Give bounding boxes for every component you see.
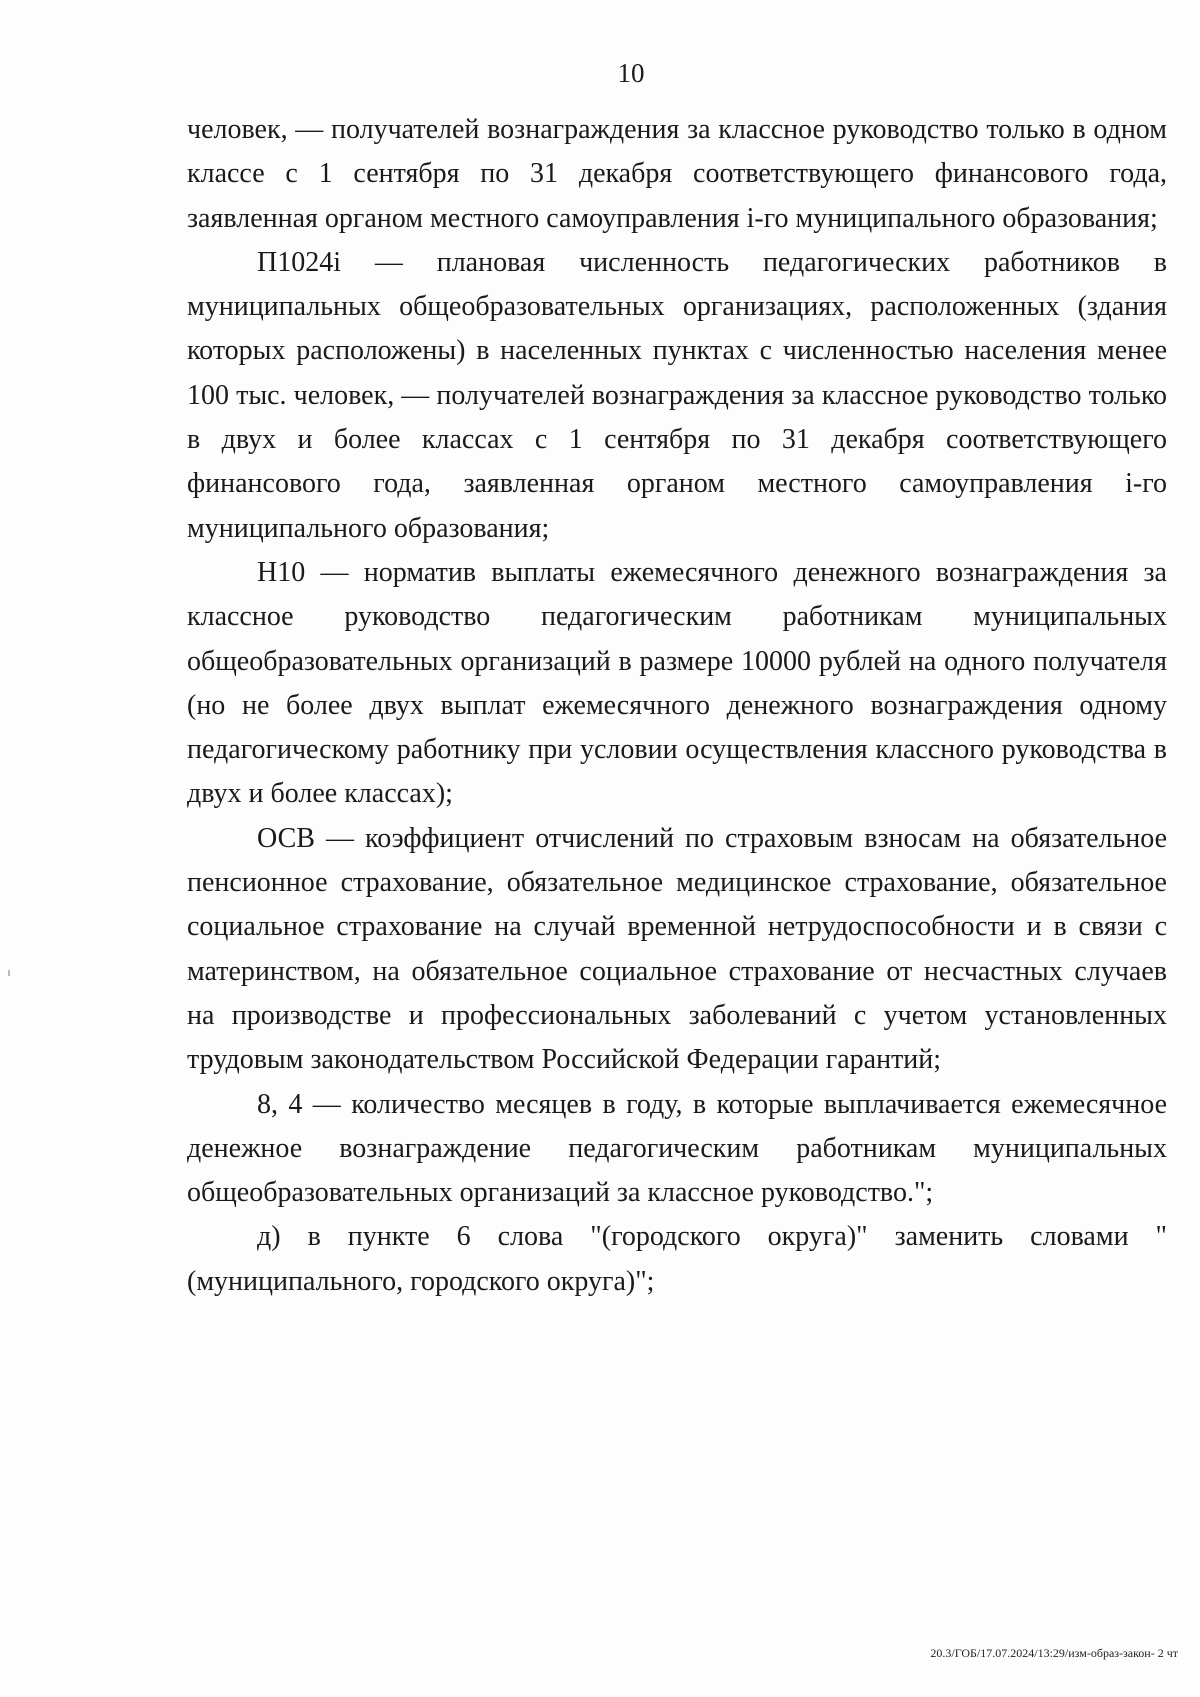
- paragraph-n10: Н10 — норматив выплаты ежемесячного денежного вознаграждения за классное руководство педагогическим работникам муниципальных общеобразовательных организаций в размере 10000 рублей на одного получателя (но не более двух выплат ежемесячного денежного вознаграждения одному педагогическому работнику при условии осуществления классного руководства в двух и более классах);: [187, 556, 1167, 810]
- scan-speck: [8, 970, 10, 976]
- paragraph-item-d: д) в пункте 6 слова "(городского округа)" заменить словами "(муниципального, городского округа)";: [187, 1221, 1167, 1297]
- document-footer-code: 20.3/ГОБ/17.07.2024/13:29/изм-образ-закон- 2 чт: [930, 1646, 1178, 1660]
- paragraph-osv: ОСВ — коэффициент отчислений по страховым взносам на обязательное пенсионное страхование, обязательное медицинское страхование, обязательное социальное страхование на случай временной нетрудоспособности и в связи с материнством, на обязательное социальное страхование от несчастных случаев на производстве и профессиональных заболеваний с учетом установленных трудовым законодательством Российской Федерации гарантий;: [187, 822, 1167, 1076]
- paragraph-recipients-one-class: человек, — получателей вознаграждения за классное руководство только в одном классе с 1 сентября по 31 декабря соответствующего финансового года, заявленная органом местного самоуправления i-го муниципального образования;: [187, 114, 1167, 234]
- paragraph-p1024: П1024i — плановая численность педагогических работников в муниципальных общеобразовательных организациях, расположенных (здания которых расположены) в населенных пунктах с численностью населения менее 100 тыс. человек, — получателей вознаграждения за классное руководство только в двух и более классах с 1 сентября по 31 декабря соответствующего финансового года, заявленная органом местного самоуправления i-го муниципального образования;: [187, 246, 1167, 544]
- paragraph-months: 8, 4 — количество месяцев в году, в которые выплачивается ежемесячное денежное вознаграждение педагогическим работникам муниципальных общеобразовательных организаций за классное руководство.";: [187, 1088, 1167, 1209]
- page-number: 10: [617, 58, 645, 88]
- document-body: [187, 108, 1167, 1304]
